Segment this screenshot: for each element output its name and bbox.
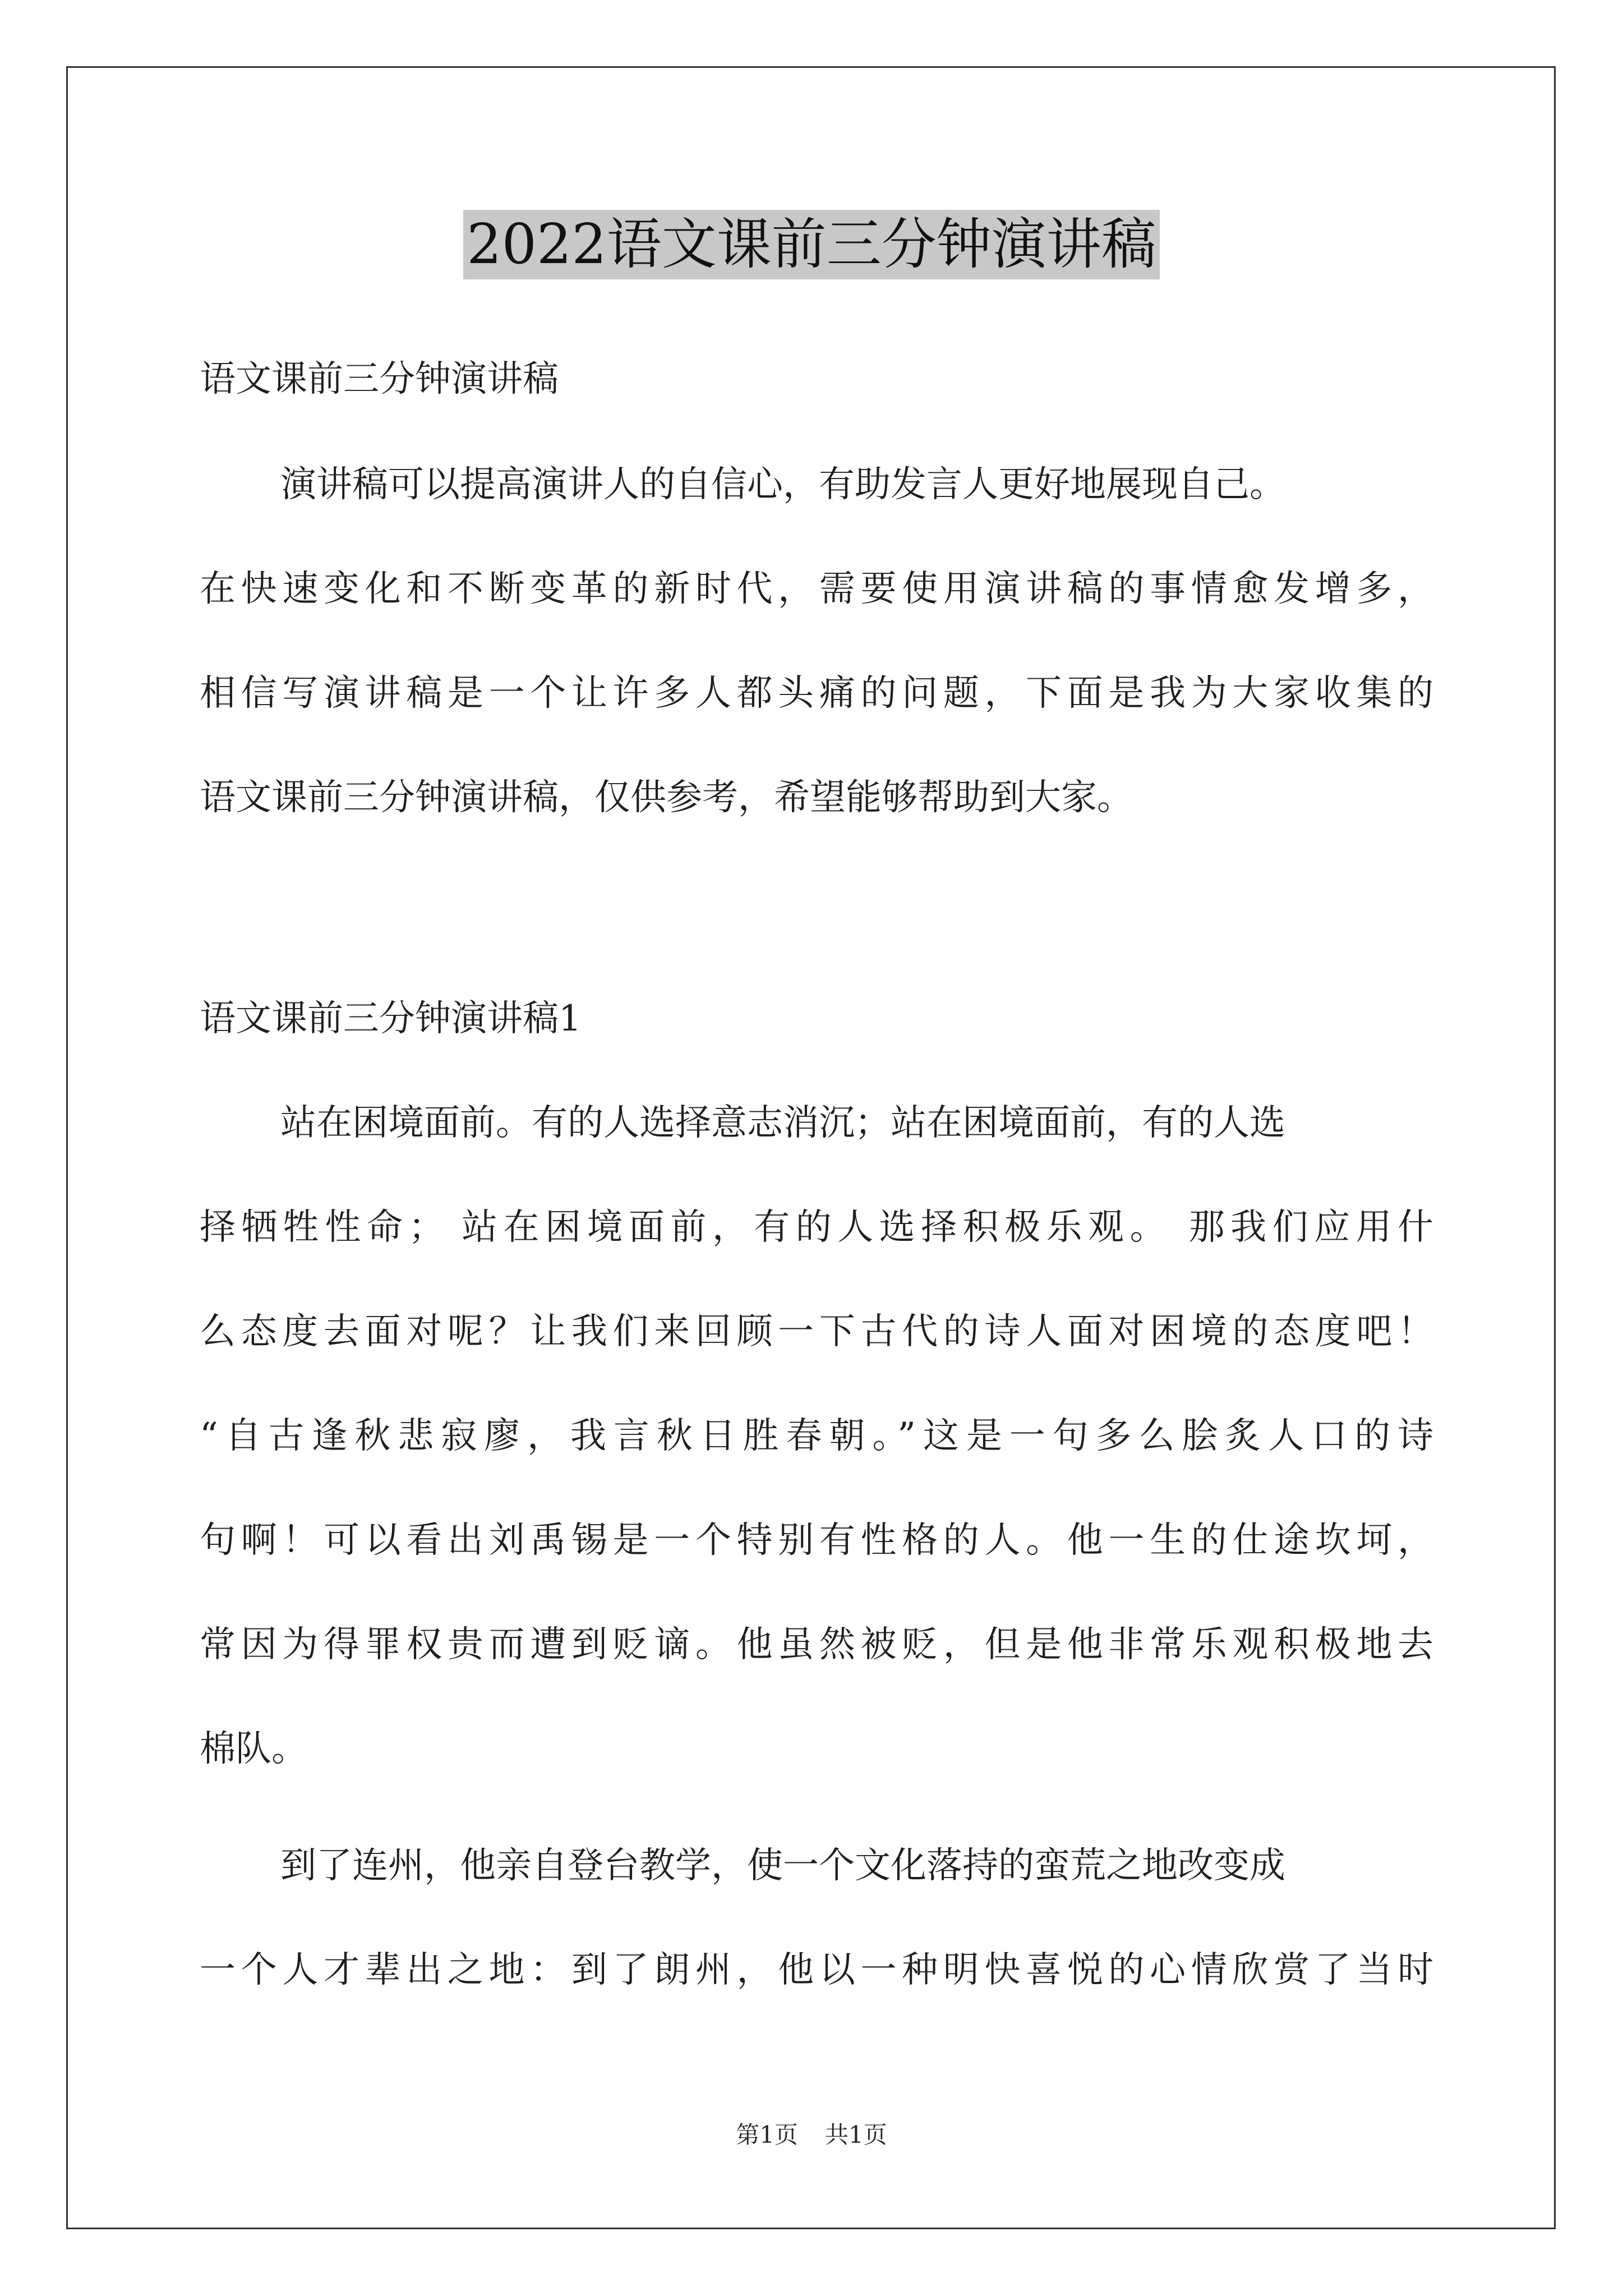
para2-line-2: 一个人才辈出之地：到了朗州，他以一种明快喜悦的心情欣赏了当时 <box>200 1949 1433 1991</box>
para1-line-5: 句啊！可以看出刘禹锡是一个特别有性格的人。他一生的仕途坎坷， <box>200 1520 1433 1561</box>
intro-line-3: 相信写演讲稿是一个让许多人都头痛的问题，下面是我为大家收集的 <box>200 673 1433 714</box>
para1-line-4: “自古逢秋悲寂廖，我言秋日胜春朝。”这是一句多么脍炙人口的诗 <box>200 1415 1433 1457</box>
intro-line-4: 语文课前三分钟演讲稿，仅供参考，希望能够帮助到大家。 <box>200 777 1133 818</box>
para2-line-1: 到了连州，他亲自登台教学，使一个文化落持的蛮荒之地改变成 <box>280 1845 1285 1887</box>
document-title: 2022语文课前三分钟演讲稿 <box>463 210 1159 279</box>
document-subtitle: 语文课前三分钟演讲稿 <box>200 358 559 400</box>
para1-line-3: 么态度去面对呢？让我们来回顾一下古代的诗人面对困境的态度吧！ <box>200 1311 1433 1352</box>
page-number: 第1页 <box>736 2121 798 2148</box>
page-footer <box>0 2119 1623 2151</box>
intro-line-1: 演讲稿可以提高演讲人的自信心，有助发言人更好地展现自己。 <box>280 464 1285 505</box>
para1-line-1: 站在困境面前。有的人选择意志消沉；站在困境面前，有的人选 <box>280 1102 1285 1144</box>
para1-line-2: 择牺牲性命； 站在困境面前，有的人选择积极乐观。 那我们应用什 <box>200 1207 1433 1248</box>
para1-line-6: 常因为得罪权贵而遭到贬谪。他虽然被贬，但是他非常乐观积极地去 <box>200 1624 1433 1665</box>
intro-line-2: 在快速变化和不断变革的新时代，需要使用演讲稿的事情愈发增多， <box>200 568 1433 610</box>
section-heading: 语文课前三分钟演讲稿1 <box>200 998 582 1039</box>
title-container <box>0 210 1623 279</box>
para1-line-7: 棉队。 <box>200 1728 307 1770</box>
page-total: 共1页 <box>825 2121 887 2148</box>
